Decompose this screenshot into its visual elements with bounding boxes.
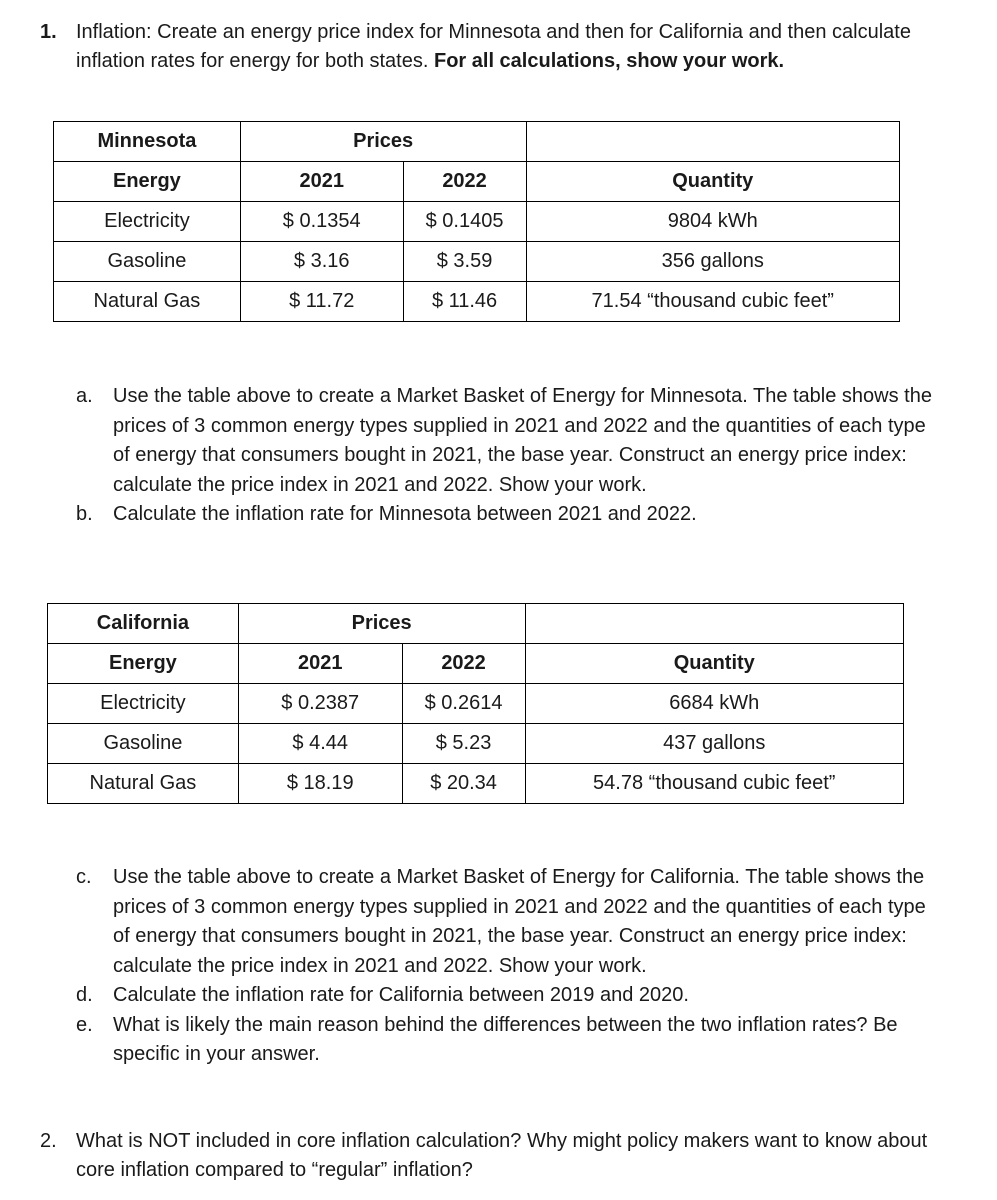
- table-header-row: [48, 604, 904, 644]
- question-number: 2.: [40, 1130, 57, 1152]
- year-2022-header: 2022: [403, 162, 526, 202]
- question-text: [76, 18, 960, 76]
- price-2021-cell: $ 3.16: [240, 242, 403, 282]
- question-number: 1.: [40, 21, 57, 43]
- state-header: California: [48, 604, 239, 644]
- energy-type-cell: Natural Gas: [48, 764, 239, 804]
- energy-type-cell: Gasoline: [54, 242, 241, 282]
- quantity-header: Quantity: [526, 162, 900, 202]
- year-2021-header: 2021: [238, 644, 402, 684]
- question-emphasis: For all calculations, show your work.: [433, 50, 785, 72]
- table-subheader-row: [48, 644, 904, 684]
- quantity-cell: 356 gallons: [526, 242, 900, 282]
- table-row: [48, 724, 904, 764]
- question-body: Inflation: Create an energy price index for Minnesota and then for California and then calculate inflation rates for energy for both states.: [76, 21, 911, 72]
- list-item: [76, 500, 936, 530]
- prices-header: Prices: [240, 122, 526, 162]
- table-row: [54, 242, 900, 282]
- blank-header-cell: [525, 604, 904, 644]
- list-item-text: Use the table above to create a Market Basket of Energy for Minnesota. The table shows the prices of 3 common energy types supplied in 2021 and 2022 and the quantities of each type of energy that consumers bought in 2021, the base year. Construct an energy price index: calculate the price index in 2021 and 2022. Show your work.: [113, 385, 932, 496]
- quantity-cell: 71.54 “thousand cubic feet”: [526, 282, 900, 322]
- question-text: What is NOT included in core inflation calculation? Why might policy makers want to know about core inflation compared to “regular” inflation?: [76, 1130, 928, 1181]
- year-2021-header: 2021: [240, 162, 403, 202]
- energy-header: Energy: [54, 162, 241, 202]
- table-row: [54, 282, 900, 322]
- price-2022-cell: $ 0.1405: [403, 202, 526, 242]
- subquestions-c-d-e: [76, 863, 936, 1070]
- energy-header: Energy: [48, 644, 239, 684]
- list-marker: a.: [76, 385, 93, 407]
- quantity-header: Quantity: [525, 644, 904, 684]
- quantity-cell: 9804 kWh: [526, 202, 900, 242]
- list-item: [76, 981, 936, 1011]
- prices-header: Prices: [238, 604, 525, 644]
- list-item-text: Calculate the inflation rate for California between 2019 and 2020.: [113, 984, 689, 1006]
- price-2022-cell: $ 11.46: [403, 282, 526, 322]
- price-2021-cell: $ 4.44: [238, 724, 402, 764]
- list-marker: b.: [76, 503, 93, 525]
- quantity-cell: 437 gallons: [525, 724, 904, 764]
- quantity-cell: 6684 kWh: [525, 684, 904, 724]
- list-item: [76, 382, 936, 500]
- price-2021-cell: $ 18.19: [238, 764, 402, 804]
- energy-type-cell: Electricity: [48, 684, 239, 724]
- energy-type-cell: Gasoline: [48, 724, 239, 764]
- table-row: [54, 202, 900, 242]
- state-header: Minnesota: [54, 122, 241, 162]
- table-row: [48, 764, 904, 804]
- energy-type-cell: Natural Gas: [54, 282, 241, 322]
- price-2022-cell: $ 5.23: [402, 724, 525, 764]
- table-row: [48, 684, 904, 724]
- list-marker: e.: [76, 1013, 93, 1036]
- question-2: [40, 1127, 960, 1185]
- price-2021-cell: $ 0.2387: [238, 684, 402, 724]
- subquestions-a-b: [76, 382, 936, 530]
- price-2022-cell: $ 20.34: [402, 764, 525, 804]
- table-subheader-row: [54, 162, 900, 202]
- list-item-text: Calculate the inflation rate for Minnesota between 2021 and 2022.: [113, 503, 697, 525]
- table-header-row: [54, 122, 900, 162]
- blank-header-cell: [526, 122, 900, 162]
- list-marker: c.: [76, 866, 92, 888]
- list-item: [76, 863, 936, 981]
- quantity-cell: 54.78 “thousand cubic feet”: [525, 764, 904, 804]
- energy-type-cell: Electricity: [54, 202, 241, 242]
- price-2021-cell: $ 0.1354: [240, 202, 403, 242]
- price-2022-cell: $ 0.2614: [402, 684, 525, 724]
- year-2022-header: 2022: [402, 644, 525, 684]
- question-1: [40, 18, 960, 76]
- price-2021-cell: $ 11.72: [240, 282, 403, 322]
- list-marker: d.: [76, 984, 93, 1006]
- california-price-table: [47, 603, 904, 804]
- price-2022-cell: $ 3.59: [403, 242, 526, 282]
- list-item-text: What is likely the main reason behind the differences between the two inflation rates? Be specific in your answer.: [113, 1013, 898, 1065]
- minnesota-price-table: [53, 121, 900, 322]
- list-item: [76, 1011, 936, 1070]
- list-item-text: Use the table above to create a Market Basket of Energy for California. The table shows the prices of 3 common energy types supplied in 2021 and 2022 and the quantities of each type of energy that consumers bought in 2021, the base year. Construct an energy price index: calculate the price index in 2021 and 2022. Show your work.: [113, 866, 926, 977]
